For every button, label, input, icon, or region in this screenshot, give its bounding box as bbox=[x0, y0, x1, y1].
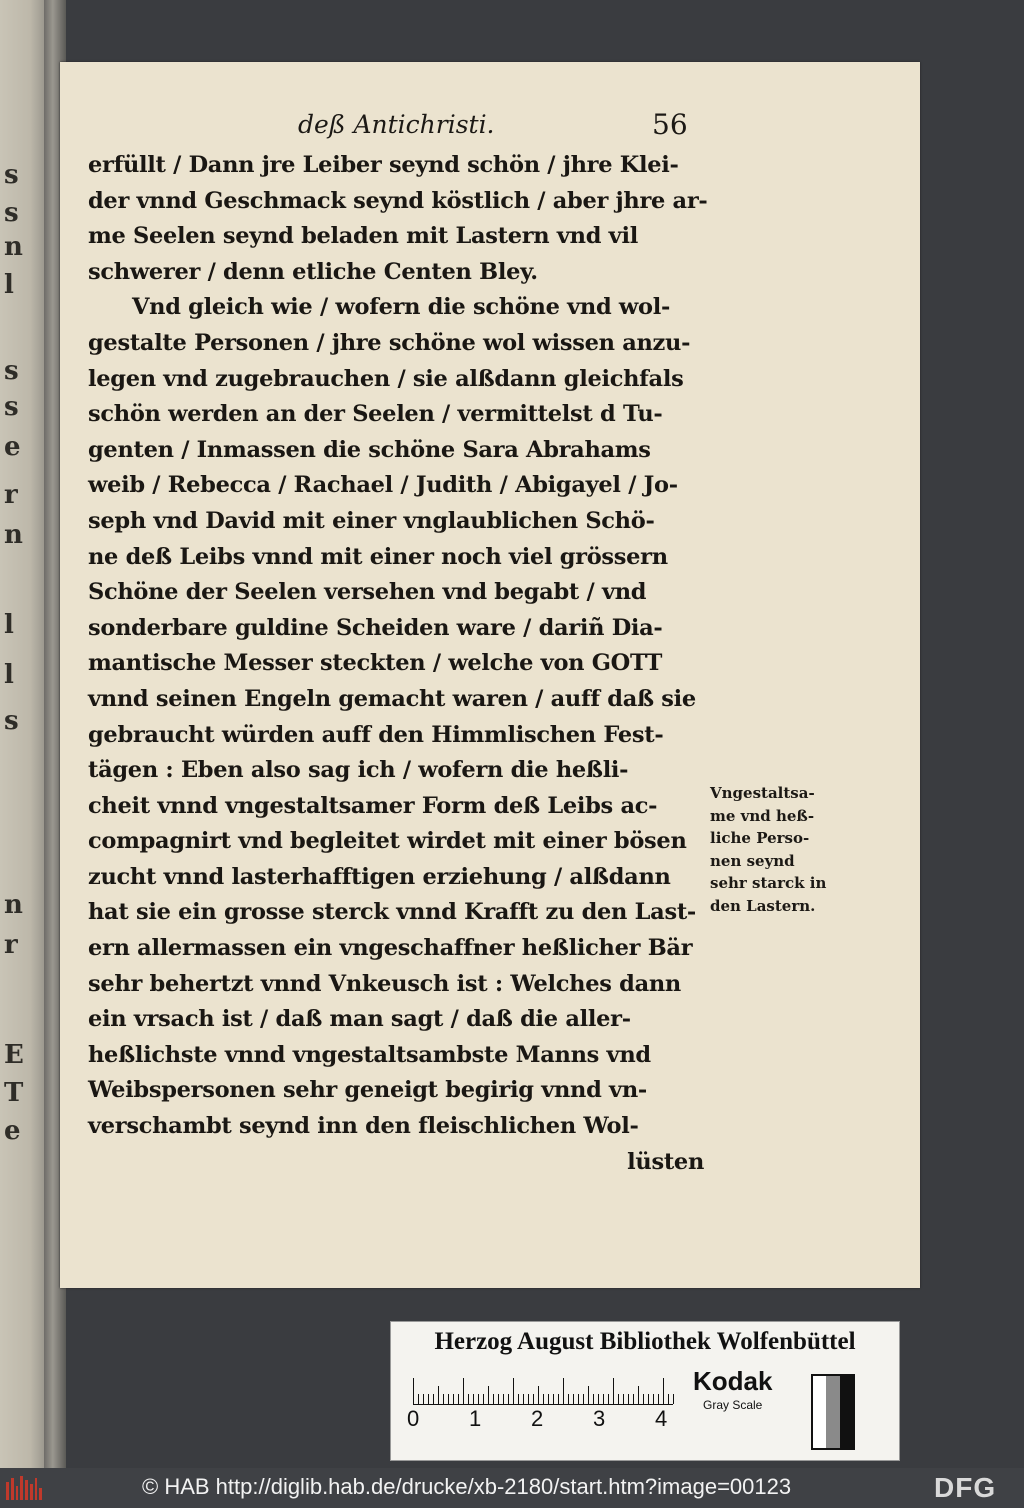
ruler-tick bbox=[573, 1394, 574, 1404]
text-line: sehr behertzt vnnd Vnkeusch ist : Welches dann bbox=[88, 970, 681, 997]
ruler-tick bbox=[553, 1394, 554, 1404]
margin-note-line: me vnd heß- bbox=[710, 806, 815, 825]
ruler-tick bbox=[618, 1394, 619, 1404]
facing-page-fragment: s bbox=[4, 392, 19, 422]
ruler-tick bbox=[513, 1378, 514, 1404]
logo-bar bbox=[25, 1480, 28, 1500]
text-line: erfüllt / Dann jre Leiber seynd schön / jhre Klei- bbox=[88, 152, 679, 178]
facing-page-fragment: r bbox=[4, 930, 18, 960]
facing-page-fragment: s bbox=[4, 356, 19, 386]
facing-page-fragment: l bbox=[4, 610, 14, 640]
logo-bar bbox=[6, 1482, 9, 1500]
footer-url[interactable]: © HAB http://diglib.hab.de/drucke/xb-2180/start.htm?image=00123 bbox=[142, 1474, 792, 1499]
ruler-tick bbox=[478, 1394, 479, 1404]
dfg-logo: DFG bbox=[934, 1472, 997, 1503]
ruler-tick bbox=[493, 1394, 494, 1404]
gray-swatch bbox=[826, 1376, 839, 1448]
text-line: ein vrsach ist / daß man sagt / daß die aller- bbox=[88, 1006, 631, 1033]
text-line: vnnd seinen Engeln gemacht waren / auff daß sie bbox=[88, 685, 696, 712]
ruler-tick bbox=[473, 1394, 474, 1404]
facing-page-fragment: n bbox=[4, 520, 23, 550]
text-line: weib / Rebecca / Rachael / Judith / Abigayel / Jo- bbox=[88, 472, 678, 499]
ruler-tick bbox=[463, 1378, 464, 1404]
margin-note bbox=[710, 782, 840, 917]
text-line: gestalte Personen / jhre schöne wol wissen anzu- bbox=[88, 329, 691, 356]
text-line: tägen : Eben also sag ich / wofern die heßli- bbox=[88, 757, 629, 784]
ruler-tick bbox=[443, 1394, 444, 1404]
facing-page-fragment: r bbox=[4, 480, 18, 510]
ruler-tick bbox=[598, 1394, 599, 1404]
ruler-tick bbox=[433, 1394, 434, 1404]
text-line: cheit vnnd vngestaltsamer Form deß Leibs ac- bbox=[88, 792, 658, 819]
facing-page-fragment: l bbox=[4, 270, 14, 300]
ruler-tick bbox=[503, 1394, 504, 1404]
ruler-tick bbox=[593, 1394, 594, 1404]
ruler-number: 4 bbox=[655, 1406, 668, 1431]
gray-swatch bbox=[813, 1376, 826, 1448]
text-line: gebraucht würden auff den Himmlischen Fest- bbox=[88, 721, 664, 748]
text-line: mantische Messer steckten / welche von GOTT bbox=[88, 650, 663, 677]
logo-bar bbox=[11, 1478, 14, 1500]
text-line: sonderbare guldine Scheiden ware / dariñ Dia- bbox=[88, 614, 663, 641]
text-line: zucht vnnd lasterhafftigen erziehung / alßdann bbox=[88, 863, 671, 890]
text-line: me Seelen seynd beladen mit Lastern vnd vil bbox=[88, 223, 638, 250]
ruler-tick bbox=[418, 1394, 419, 1404]
margin-note-line: den Lastern. bbox=[710, 896, 816, 915]
facing-page-fragment: n bbox=[4, 890, 23, 920]
ruler-tick bbox=[628, 1394, 629, 1404]
text-line: genten / Inmassen die schöne Sara Abrahams bbox=[88, 436, 651, 463]
margin-note-line: nen seynd bbox=[710, 851, 795, 870]
margin-note-line: Vngestaltsa- bbox=[710, 784, 815, 802]
text-line: schön werden an der Seelen / vermittelst d Tu- bbox=[88, 401, 663, 428]
logo-bar bbox=[35, 1478, 38, 1500]
ruler-tick bbox=[488, 1386, 489, 1404]
text-line: hat sie ein grosse sterck vnnd Krafft zu den Last- bbox=[88, 899, 696, 926]
color-calibration-card bbox=[390, 1321, 900, 1461]
facing-page-fragment: T bbox=[4, 1078, 24, 1108]
ruler-tick bbox=[658, 1394, 659, 1404]
ruler-tick bbox=[643, 1394, 644, 1404]
ruler-tick bbox=[563, 1378, 564, 1404]
ruler-tick bbox=[638, 1386, 639, 1404]
ruler-tick bbox=[533, 1394, 534, 1404]
ruler-number: 2 bbox=[531, 1406, 544, 1431]
ruler-tick bbox=[448, 1394, 449, 1404]
ruler-tick bbox=[558, 1394, 559, 1404]
ruler-tick bbox=[543, 1394, 544, 1404]
footer-bar bbox=[0, 1468, 1024, 1508]
text-line: Schöne der Seelen versehen vnd begabt / vnd bbox=[88, 579, 647, 606]
logo-bar bbox=[16, 1486, 19, 1500]
ruler-tick bbox=[468, 1394, 469, 1404]
ruler-number: 1 bbox=[469, 1406, 482, 1431]
ruler-tick bbox=[578, 1394, 579, 1404]
ruler-tick bbox=[523, 1394, 524, 1404]
text-line: ne deß Leibs vnnd mit einer noch viel grössern bbox=[88, 543, 668, 570]
scale-ruler bbox=[413, 1374, 673, 1405]
hab-barcode-logo-icon bbox=[6, 1476, 42, 1500]
facing-page-fragment: E bbox=[4, 1040, 24, 1070]
margin-note-line: sehr starck in bbox=[710, 874, 827, 892]
ruler-tick bbox=[423, 1394, 424, 1404]
text-line: heßlichste vnnd vngestaltsambste Manns vnd bbox=[88, 1041, 651, 1068]
ruler-number: 3 bbox=[593, 1406, 606, 1431]
facing-page-fragment: s bbox=[4, 706, 19, 736]
logo-bar bbox=[20, 1476, 23, 1500]
ruler-tick bbox=[483, 1394, 484, 1404]
facing-page-fragment: l bbox=[4, 660, 14, 690]
gray-scale-label: Gray Scale bbox=[703, 1398, 763, 1412]
ruler-tick bbox=[608, 1394, 609, 1404]
ruler-tick bbox=[603, 1394, 604, 1404]
ruler-tick bbox=[458, 1394, 459, 1404]
ruler-tick bbox=[428, 1394, 429, 1404]
ruler-tick bbox=[498, 1394, 499, 1404]
ruler-tick bbox=[583, 1394, 584, 1404]
logo-bar bbox=[39, 1488, 42, 1500]
ruler-tick bbox=[613, 1378, 614, 1404]
ruler-tick bbox=[588, 1386, 589, 1404]
ruler-tick bbox=[663, 1378, 664, 1404]
ruler-tick bbox=[413, 1378, 414, 1404]
ruler-tick bbox=[538, 1386, 539, 1404]
facing-page-fragment: s bbox=[4, 160, 19, 190]
ruler-tick bbox=[653, 1394, 654, 1404]
text-line: seph vnd David mit einer vnglaublichen Schö- bbox=[88, 507, 655, 534]
page-number: 56 bbox=[652, 108, 688, 141]
ruler-tick bbox=[453, 1394, 454, 1404]
text-line: Weibspersonen sehr geneigt begirig vnnd vn- bbox=[88, 1077, 647, 1104]
ruler-tick bbox=[508, 1394, 509, 1404]
ruler-tick bbox=[673, 1394, 674, 1404]
facing-page-fragment: e bbox=[4, 432, 21, 462]
kodak-brand: Kodak bbox=[693, 1366, 773, 1396]
text-line: ern allermassen ein vngeschaffner heßlicher Bär bbox=[88, 935, 693, 962]
text-line: verschambt seynd inn den fleischlichen Wol- bbox=[88, 1113, 639, 1140]
facing-page-fragment: e bbox=[4, 1116, 21, 1146]
ruler-number: 0 bbox=[407, 1406, 420, 1431]
text-line: legen vnd zugebrauchen / sie alßdann gleichfals bbox=[88, 365, 684, 392]
running-head: deß Antichristi. bbox=[298, 110, 495, 139]
ruler-tick bbox=[438, 1386, 439, 1404]
ruler-tick bbox=[633, 1394, 634, 1404]
ruler-tick bbox=[518, 1394, 519, 1404]
ruler-tick bbox=[648, 1394, 649, 1404]
body-text bbox=[88, 148, 708, 1180]
text-line: compagnirt vnd begleitet wirdet mit einer bösen bbox=[88, 828, 687, 855]
facing-page-fragment: n bbox=[4, 232, 23, 262]
catchword: lüsten bbox=[627, 1148, 704, 1175]
ruler-tick bbox=[548, 1394, 549, 1404]
text-line: der vnnd Geschmack seynd köstlich / aber jhre ar- bbox=[88, 187, 708, 214]
text-line: schwerer / denn etliche Centen Bley. bbox=[88, 258, 538, 285]
gray-swatches bbox=[811, 1374, 855, 1450]
facing-page-fragment: s bbox=[4, 198, 19, 228]
logo-bar bbox=[30, 1484, 33, 1500]
ruler-tick bbox=[668, 1394, 669, 1404]
text-line: Vnd gleich wie / wofern die schöne vnd wol- bbox=[132, 294, 670, 321]
margin-note-line: liche Perso- bbox=[710, 829, 810, 847]
ruler-tick bbox=[623, 1394, 624, 1404]
library-name: Herzog August Bibliothek Wolfenbüttel bbox=[434, 1328, 856, 1355]
ruler-tick bbox=[528, 1394, 529, 1404]
gray-swatch bbox=[840, 1376, 853, 1448]
ruler-tick bbox=[568, 1394, 569, 1404]
